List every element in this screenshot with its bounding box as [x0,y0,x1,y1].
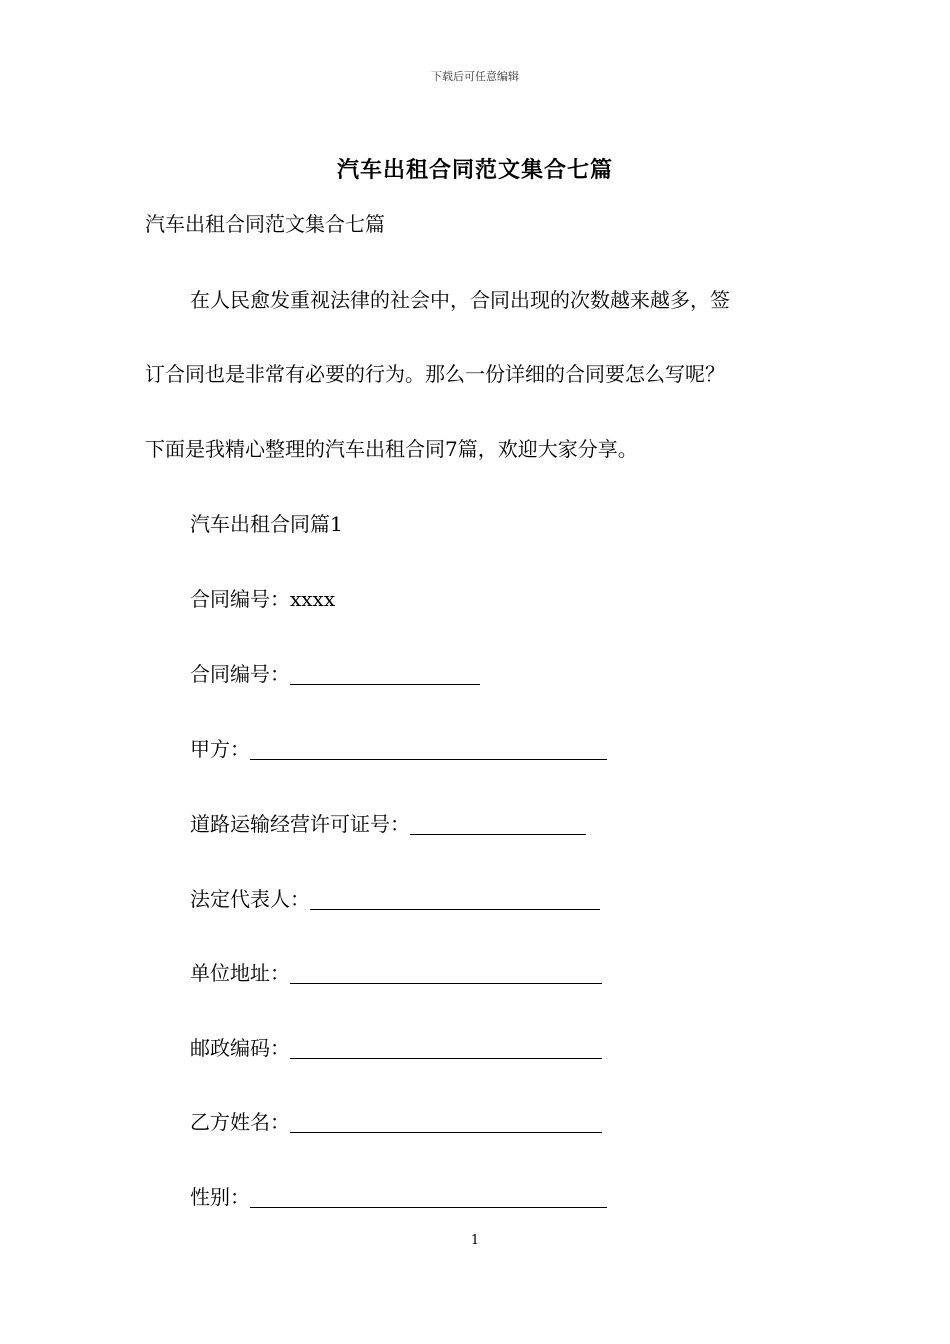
field-label: 法定代表人： [190,887,310,911]
blank-line [310,887,600,910]
field-label: 合同编号： [190,587,290,611]
field-gender [190,1183,607,1211]
field-value: xxxx [290,587,336,611]
field-label: 乙方姓名： [190,1110,290,1134]
field-party-a [190,735,607,763]
blank-line [410,812,586,835]
header-note: 下载后可任意编辑 [431,70,519,83]
blank-line [290,961,602,984]
field-label: 合同编号： [190,662,290,686]
field-contract-number [190,660,480,688]
field-label: 甲方： [190,737,250,761]
field-label: 邮政编码： [190,1036,290,1060]
field-legal-representative [190,885,600,913]
intro-line-2: 订合同也是非常有必要的行为。那么一份详细的合同要怎么写呢？ [145,362,725,386]
field-party-b-name [190,1108,602,1136]
intro-line-1: 在人民愈发重视法律的社会中，合同出现的次数越来越多，签 [190,288,730,312]
field-postal-code [190,1034,602,1062]
field-license-number [190,810,586,838]
blank-line [290,1110,602,1133]
document-title: 汽车出租合同范文集合七篇 [336,157,613,183]
field-unit-address [190,959,602,987]
intro-line-3: 下面是我精心整理的汽车出租合同7篇，欢迎大家分享。 [145,437,638,461]
section-heading: 汽车出租合同篇1 [190,512,343,536]
blank-line [290,662,480,685]
blank-line [250,1185,607,1208]
blank-line [290,1036,602,1059]
field-label: 道路运输经营许可证号： [190,812,410,836]
field-label: 性别： [190,1185,250,1209]
field-contract-number-value [190,585,335,613]
blank-line [250,737,607,760]
field-label: 单位地址： [190,961,290,985]
page-number: 1 [470,1233,480,1248]
document-subtitle: 汽车出租合同范文集合七篇 [145,212,385,236]
